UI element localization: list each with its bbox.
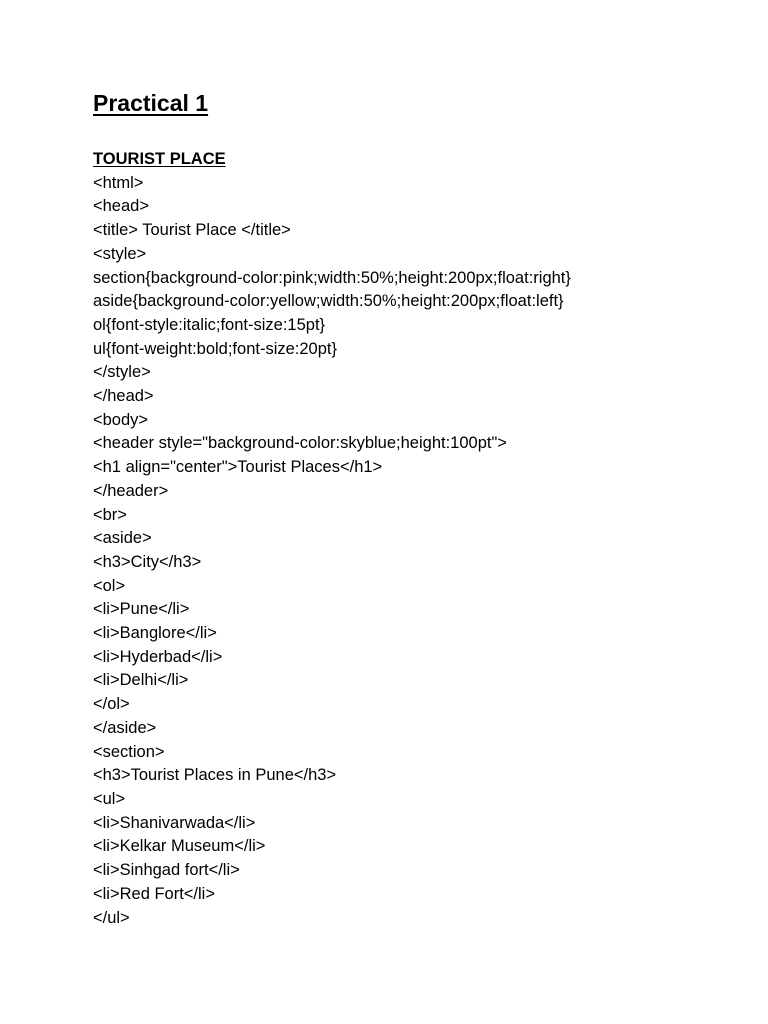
document-title: Practical 1 (93, 90, 209, 116)
code-line: <head> (93, 197, 149, 216)
document-page (93, 88, 753, 930)
code-line: <ol> (93, 576, 126, 595)
code-line: section{background-color:pink;width:50%;height:200px;float:right} (93, 268, 571, 287)
code-line: ul{font-weight:bold;font-size:20pt} (93, 339, 337, 358)
section-heading: TOURIST PLACE (93, 150, 226, 168)
code-line: <h1 align="center">Tourist Places</h1> (93, 458, 383, 477)
code-line: <title> Tourist Place </title> (93, 221, 291, 240)
code-line: <li>Banglore</li> (93, 624, 217, 643)
code-line: </style> (93, 363, 151, 382)
code-line: <html> (93, 173, 144, 192)
code-line: <header style="background-color:skyblue;height:100pt"> (93, 434, 507, 453)
code-line: <li>Hyderbad</li> (93, 647, 223, 666)
code-line: <li>Red Fort</li> (93, 884, 215, 903)
code-line: </ol> (93, 695, 130, 714)
code-line: <h3>City</h3> (93, 552, 202, 571)
code-line: </header> (93, 481, 169, 500)
code-line: <br> (93, 505, 127, 524)
code-line: <h3>Tourist Places in Pune</h3> (93, 766, 337, 785)
code-line: <aside> (93, 529, 152, 548)
code-line: ol{font-style:italic;font-size:15pt} (93, 315, 326, 334)
code-line: <li>Shanivarwada</li> (93, 813, 256, 832)
code-line: <li>Kelkar Museum</li> (93, 837, 266, 856)
code-line: <style> (93, 244, 147, 263)
code-listing (93, 172, 753, 931)
code-line: <li>Pune</li> (93, 600, 190, 619)
code-line: <ul> (93, 789, 126, 808)
code-line: <section> (93, 742, 165, 761)
code-line: aside{background-color:yellow;width:50%;height:200px;float:left} (93, 292, 564, 311)
code-line: </aside> (93, 718, 157, 737)
code-line: <li>Delhi</li> (93, 671, 189, 690)
code-line: <li>Sinhgad fort</li> (93, 861, 240, 880)
code-line: </ul> (93, 908, 130, 927)
code-line: <body> (93, 410, 149, 429)
code-line: </head> (93, 387, 154, 406)
